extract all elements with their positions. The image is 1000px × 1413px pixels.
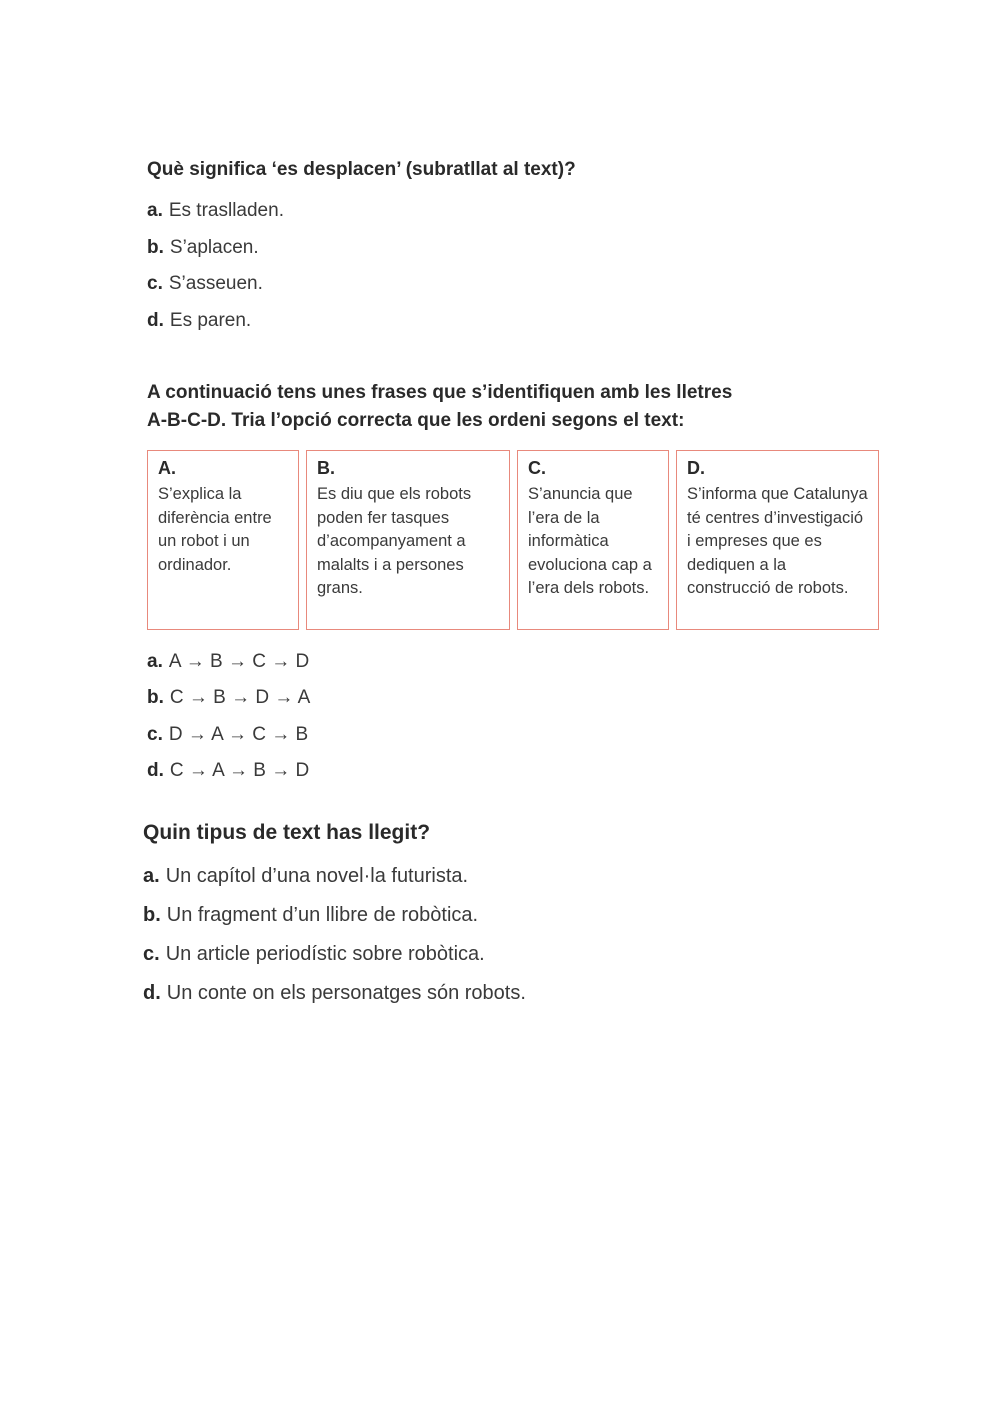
statement-text: S’informa que Catalunya té centres d’investigació i empreses que es dediquen a la construcció de robots. [687, 485, 868, 598]
option-text: D → A → C → B [168, 724, 309, 745]
option-text: C → A → B → D [169, 760, 310, 781]
option-text: S’aplacen. [169, 237, 259, 258]
option-text: Es traslladen. [168, 200, 284, 221]
statement-box-d [676, 450, 879, 630]
q3-option-b[interactable] [143, 904, 478, 927]
option-letter: d. [143, 982, 161, 1004]
statement-text: Es diu que els robots poden fer tasques d’acompanyament a malalts i a persones grans. [317, 485, 472, 598]
option-text: Es paren. [169, 310, 252, 331]
option-letter: d. [147, 760, 164, 781]
q1-option-a[interactable] [147, 200, 284, 222]
option-letter: b. [147, 237, 164, 258]
q3-option-a[interactable] [143, 865, 468, 888]
option-letter: c. [147, 724, 163, 745]
q1-option-d[interactable] [147, 310, 251, 332]
q1-option-b[interactable] [147, 237, 259, 259]
q2-option-a[interactable] [147, 651, 309, 673]
statement-letter: D. [687, 458, 705, 478]
q3-option-c[interactable] [143, 943, 485, 966]
option-letter: a. [147, 651, 163, 672]
option-letter: d. [147, 310, 164, 331]
option-text: Un conte on els personatges són robots. [166, 982, 526, 1004]
option-text: A → B → C → D [168, 651, 310, 672]
option-text: Un article periodístic sobre robòtica. [165, 943, 485, 965]
option-letter: b. [147, 687, 164, 708]
option-letter: c. [147, 273, 163, 294]
statement-box-c [517, 450, 669, 630]
question-3-title: Quin tipus de text has llegit? [143, 821, 431, 844]
option-letter: b. [143, 904, 161, 926]
option-letter: a. [147, 200, 163, 221]
option-text: Un fragment d’un llibre de robòtica. [166, 904, 479, 926]
q2-option-b[interactable] [147, 687, 310, 709]
q2-option-d[interactable] [147, 760, 309, 782]
option-text: Un capítol d’una novel·la futurista. [165, 865, 469, 887]
q1-option-c[interactable] [147, 273, 263, 295]
question-2-title-line-1: A continuació tens unes frases que s’identifiquen amb les lletres [147, 382, 733, 403]
statement-letter: B. [317, 458, 335, 478]
statement-letter: C. [528, 458, 546, 478]
statement-letter: A. [158, 458, 176, 478]
question-1-title: Què significa ‘es desplacen’ (subratllat al text)? [147, 159, 576, 180]
statement-text: S’explica la diferència entre un robot i un ordinador. [158, 485, 272, 574]
question-2-title [147, 379, 847, 435]
option-letter: c. [143, 943, 160, 965]
option-letter: a. [143, 865, 160, 887]
statement-text: S’anuncia que l’era de la informàtica evoluciona cap a l’era dels robots. [528, 485, 652, 598]
statement-box-b [306, 450, 510, 630]
option-text: C → B → D → A [169, 687, 311, 708]
q2-option-c[interactable] [147, 724, 308, 746]
q3-option-d[interactable] [143, 982, 526, 1005]
option-text: S’asseuen. [168, 273, 263, 294]
statement-box-a [147, 450, 299, 630]
question-2-title-line-2: A-B-C-D. Tria l’opció correcta que les ordeni segons el text: [147, 410, 685, 431]
